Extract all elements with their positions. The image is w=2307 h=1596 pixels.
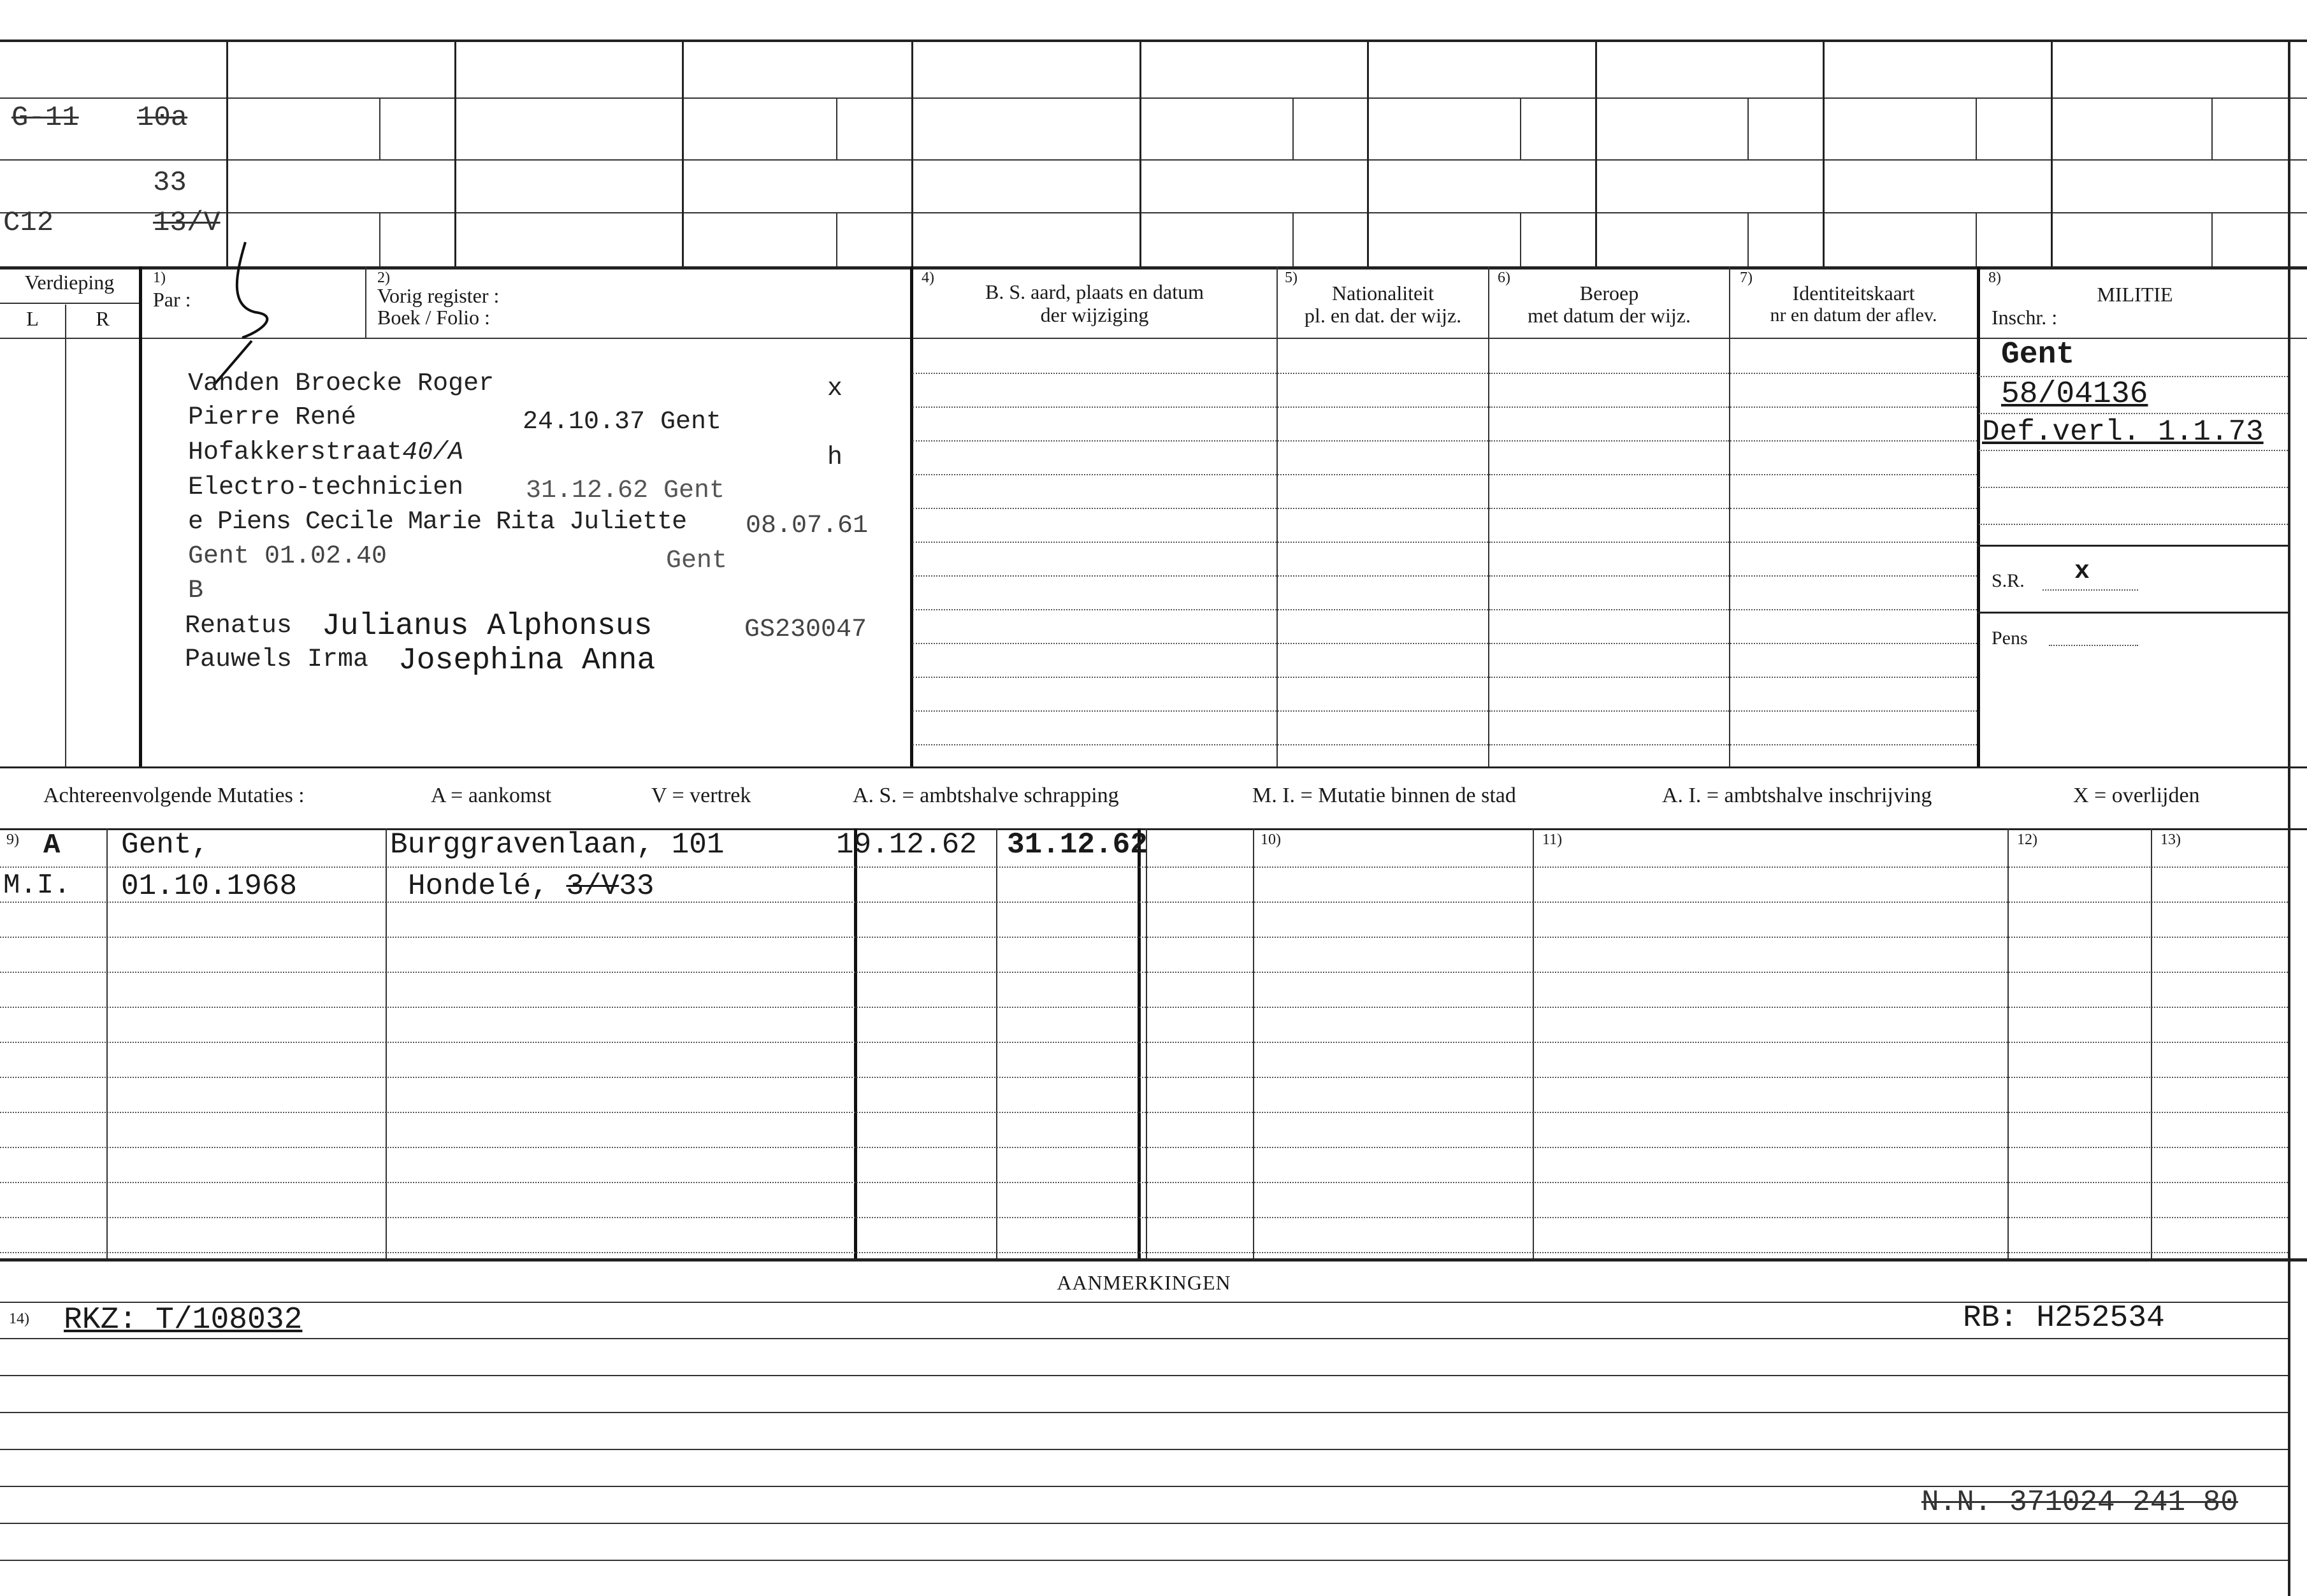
grid-line bbox=[1292, 97, 1294, 159]
legend-item-ai: A. I. = ambtshalve inschrijving bbox=[1662, 784, 1932, 807]
grid-line bbox=[910, 266, 913, 766]
ruled-line bbox=[1489, 643, 1729, 644]
ruled-line bbox=[1489, 373, 1729, 374]
grid-line bbox=[226, 40, 228, 266]
ruled-line bbox=[1278, 406, 1488, 408]
ruled-line bbox=[1489, 440, 1729, 442]
person-spouse-birth: Gent 01.02.40 bbox=[188, 542, 387, 571]
ruled-line bbox=[0, 1182, 2288, 1183]
grid-line bbox=[2007, 828, 2009, 1258]
ruled-line bbox=[1979, 487, 2288, 488]
header-top-border bbox=[0, 266, 2307, 270]
col4-header-line2: der wijziging bbox=[1040, 303, 1149, 326]
grid-line bbox=[365, 266, 366, 338]
sr-dotted-line bbox=[2043, 589, 2138, 591]
person-name-mark: x bbox=[827, 375, 843, 403]
grid-line bbox=[1253, 828, 1254, 1258]
grid-code-33: 33 bbox=[153, 167, 187, 199]
grid-line bbox=[379, 212, 380, 266]
col1-number: 1) bbox=[153, 270, 166, 286]
ruled-line bbox=[1278, 373, 1488, 374]
top-border bbox=[0, 40, 2307, 42]
col5-header-line1: Nationaliteit bbox=[1332, 282, 1434, 305]
grid-line bbox=[2211, 212, 2213, 266]
ruled-line bbox=[913, 677, 1276, 678]
mutations-header-border bbox=[0, 828, 2307, 830]
ruled-line bbox=[0, 1252, 2288, 1253]
remarks-rkz: RKZ: T/108032 bbox=[64, 1303, 303, 1337]
ruled-line bbox=[1730, 406, 1977, 408]
grid-line bbox=[2211, 97, 2213, 159]
col4-header-line1: B. S. aard, plaats en datum bbox=[985, 280, 1204, 303]
verdieping-header: Verdieping bbox=[24, 271, 115, 294]
grid-line bbox=[0, 159, 2307, 161]
ruled-line bbox=[1730, 609, 1977, 610]
ruled-line bbox=[0, 1338, 2288, 1339]
ruled-line bbox=[1979, 450, 2288, 451]
grid-line bbox=[1976, 97, 1977, 159]
grid-line bbox=[836, 212, 837, 266]
remarks-title: AANMERKINGEN bbox=[1057, 1271, 1231, 1294]
grid-line bbox=[1139, 40, 1141, 266]
ruled-line bbox=[0, 1147, 2288, 1148]
person-b-mark: B bbox=[188, 577, 204, 605]
ruled-line bbox=[1730, 643, 1977, 644]
ruled-line bbox=[1278, 575, 1488, 577]
person-father: Renatus bbox=[185, 612, 293, 640]
legend-item-x: X = overlijden bbox=[2073, 784, 2200, 807]
grid-line bbox=[1276, 266, 1278, 766]
grid-line bbox=[1488, 266, 1489, 766]
mut-row1-type: A bbox=[43, 830, 61, 861]
mut-row2-type: M.I. bbox=[3, 870, 71, 902]
grid-line bbox=[836, 97, 837, 159]
grid-line bbox=[1138, 828, 1141, 1258]
ruled-line bbox=[1278, 744, 1488, 745]
mut-row1-date2: 31.12.62 bbox=[1007, 828, 1148, 861]
mut-col10-number: 10) bbox=[1261, 831, 1281, 848]
mut-row2-address: Hondelé, 3/V33 bbox=[408, 870, 654, 903]
sr-value: x bbox=[2074, 557, 2090, 586]
pens-dotted-line bbox=[2049, 645, 2138, 646]
col4-number: 4) bbox=[922, 270, 934, 286]
ruled-line bbox=[0, 1375, 2288, 1376]
grid-line bbox=[1747, 212, 1749, 266]
grid-line bbox=[1977, 266, 1980, 766]
remarks-rb: RB: H252534 bbox=[1963, 1301, 2165, 1335]
ruled-line bbox=[1730, 744, 1977, 745]
grid-line bbox=[996, 828, 997, 1258]
remarks-number: 14) bbox=[9, 1311, 29, 1327]
legend-item-a: A = aankomst bbox=[431, 784, 552, 807]
ruled-line bbox=[1489, 508, 1729, 509]
mut-col13-number: 13) bbox=[2160, 831, 2181, 848]
remarks-nn: N.N. 371024 241 80 bbox=[1921, 1486, 2238, 1519]
ruled-line bbox=[1278, 508, 1488, 509]
grid-line bbox=[0, 97, 2307, 99]
grid-line bbox=[386, 828, 387, 1258]
col2-boek-folio: Boek / Folio : bbox=[377, 306, 490, 329]
ruled-line bbox=[0, 1217, 2288, 1218]
ruled-line bbox=[1979, 413, 2288, 414]
ruled-line bbox=[0, 1112, 2288, 1113]
person-spouse: e Piens Cecile Marie Rita Juliette bbox=[188, 508, 687, 536]
ruled-line bbox=[0, 1042, 2288, 1043]
grid-line bbox=[1977, 612, 2288, 614]
mutations-top-border bbox=[0, 766, 2307, 768]
person-street-mark: h bbox=[827, 443, 843, 472]
person-profession: Electro-technicien bbox=[188, 473, 464, 502]
grid-line bbox=[854, 828, 857, 1258]
legend-item-v: V = vertrek bbox=[651, 784, 751, 807]
grid-line bbox=[0, 303, 139, 304]
grid-line bbox=[1146, 828, 1147, 1258]
grid-line bbox=[1533, 828, 1534, 1258]
col2-number: 2) bbox=[377, 270, 390, 286]
ruled-line bbox=[913, 609, 1276, 610]
ruled-line bbox=[913, 575, 1276, 577]
col6-header-line1: Beroep bbox=[1579, 282, 1639, 305]
mut-row1-place: Gent, bbox=[121, 828, 210, 861]
verdieping-r: R bbox=[96, 307, 110, 330]
mut-row2-date: 01.10.1968 bbox=[121, 870, 298, 903]
ruled-line bbox=[1730, 710, 1977, 712]
grid-code-10a: 10a bbox=[137, 102, 188, 134]
grid-line bbox=[1367, 40, 1369, 266]
ruled-line bbox=[1730, 677, 1977, 678]
col7-header-line2: nr en datum der aflev. bbox=[1770, 305, 1937, 326]
ruled-line bbox=[913, 474, 1276, 475]
grid-line bbox=[911, 40, 913, 266]
right-border bbox=[2288, 40, 2290, 1596]
ruled-line bbox=[1278, 609, 1488, 610]
militie-place: Gent bbox=[2001, 338, 2075, 372]
ruled-line bbox=[913, 440, 1276, 442]
person-spouse-place: Gent bbox=[666, 547, 728, 575]
ruled-line bbox=[0, 1077, 2288, 1078]
ruled-line bbox=[1489, 406, 1729, 408]
grid-line bbox=[1292, 212, 1294, 266]
grid-line bbox=[1595, 40, 1597, 266]
ruled-line bbox=[0, 937, 2288, 938]
ruled-line bbox=[1979, 524, 2288, 525]
ruled-line bbox=[913, 406, 1276, 408]
ruled-line bbox=[0, 866, 2288, 868]
ruled-line bbox=[1489, 710, 1729, 712]
ruled-line bbox=[1730, 440, 1977, 442]
col5-number: 5) bbox=[1285, 270, 1298, 286]
person-mother: Pauwels Irma bbox=[185, 645, 369, 674]
ruled-line bbox=[1278, 677, 1488, 678]
grid-line bbox=[1747, 97, 1749, 159]
ruled-line bbox=[0, 1560, 2288, 1561]
grid-line bbox=[1729, 266, 1730, 766]
remarks-top-border bbox=[0, 1258, 2307, 1262]
legend-item-mi: M. I. = Mutatie binnen de stad bbox=[1252, 784, 1516, 807]
grid-line bbox=[1823, 40, 1825, 266]
ruled-line bbox=[913, 542, 1276, 543]
mut-row1-address: Burggravenlaan, 101 bbox=[390, 828, 725, 861]
ruled-line bbox=[1730, 575, 1977, 577]
ruled-line bbox=[1730, 542, 1977, 543]
ruled-line bbox=[1278, 643, 1488, 644]
pens-label: Pens bbox=[1992, 628, 2028, 649]
ruled-line bbox=[0, 1412, 2288, 1413]
ruled-line bbox=[0, 972, 2288, 973]
ruled-line bbox=[1278, 474, 1488, 475]
grid-line bbox=[0, 1302, 2288, 1303]
grid-line bbox=[1976, 212, 1977, 266]
person-spouse-date: 08.07.61 bbox=[746, 512, 869, 540]
ruled-line bbox=[1489, 575, 1729, 577]
col6-header-line2: met datum der wijz. bbox=[1528, 304, 1691, 327]
grid-code-g11: G-11 bbox=[11, 102, 79, 134]
grid-line bbox=[682, 40, 684, 266]
ruled-line bbox=[1489, 744, 1729, 745]
grid-line bbox=[1977, 545, 2288, 547]
militie-title: MILITIE bbox=[2097, 283, 2173, 306]
mut-col9-number: 9) bbox=[6, 831, 19, 848]
ruled-line bbox=[1278, 542, 1488, 543]
col2-vorig-register: Vorig register : bbox=[377, 284, 500, 307]
person-mother-names: Josephina Anna bbox=[398, 643, 656, 678]
ruled-line bbox=[913, 744, 1276, 745]
col7-header-line1: Identiteitskaart bbox=[1792, 282, 1915, 305]
grid-line bbox=[1520, 212, 1521, 266]
col8-number: 8) bbox=[1988, 270, 2001, 286]
ruled-line bbox=[1489, 474, 1729, 475]
person-father-code: GS230047 bbox=[744, 615, 867, 644]
grid-line bbox=[139, 266, 142, 766]
militie-number: 58/04136 bbox=[2001, 377, 2148, 412]
grid-code-13v: 13/V bbox=[153, 207, 221, 239]
header-bottom-border bbox=[0, 338, 2307, 339]
ruled-line bbox=[0, 1523, 2288, 1524]
ruled-line bbox=[913, 508, 1276, 509]
legend-item-as: A. S. = ambtshalve schrapping bbox=[853, 784, 1119, 807]
col1-par-label: Par : bbox=[153, 288, 191, 311]
sr-label: S.R. bbox=[1992, 570, 2025, 591]
ruled-line bbox=[0, 1007, 2288, 1008]
person-street: Hofakkerstraat40/A bbox=[188, 438, 464, 467]
person-name: Vanden Broecke Roger bbox=[188, 370, 495, 398]
mut-row1-date1: 19.12.62 bbox=[836, 828, 977, 861]
ruled-line bbox=[913, 643, 1276, 644]
ruled-line bbox=[1489, 542, 1729, 543]
grid-line bbox=[0, 212, 2307, 213]
person-profession-date: 31.12.62 Gent bbox=[526, 477, 725, 505]
verdieping-l: L bbox=[26, 307, 39, 330]
grid-line bbox=[65, 305, 66, 766]
grid-line bbox=[1520, 97, 1521, 159]
ruled-line bbox=[0, 1449, 2288, 1450]
person-birth: 24.10.37 Gent bbox=[523, 408, 722, 436]
mut-col12-number: 12) bbox=[2017, 831, 2037, 848]
ruled-line bbox=[1278, 440, 1488, 442]
ruled-line bbox=[1730, 373, 1977, 374]
ruled-line bbox=[913, 710, 1276, 712]
ruled-line bbox=[1730, 474, 1977, 475]
militie-inschr-label: Inschr. : bbox=[1992, 306, 2058, 329]
ruled-line bbox=[0, 902, 2288, 903]
grid-line bbox=[2151, 828, 2152, 1258]
legend-label: Achtereenvolgende Mutaties : bbox=[43, 784, 305, 807]
ruled-line bbox=[1278, 710, 1488, 712]
col6-number: 6) bbox=[1498, 270, 1510, 286]
person-father-names: Julianus Alphonsus bbox=[322, 609, 653, 643]
col7-number: 7) bbox=[1740, 270, 1753, 286]
ruled-line bbox=[1730, 508, 1977, 509]
grid-line bbox=[106, 828, 108, 1258]
grid-line bbox=[2051, 40, 2053, 266]
grid-code-c12: C12 bbox=[3, 207, 54, 239]
person-first-names: Pierre René bbox=[188, 403, 357, 432]
ruled-line bbox=[1489, 677, 1729, 678]
mut-col11-number: 11) bbox=[1542, 831, 1563, 848]
grid-line bbox=[379, 97, 380, 159]
col5-header-line2: pl. en dat. der wijz. bbox=[1304, 304, 1462, 327]
militie-def: Def.verl. 1.1.73 bbox=[1982, 415, 2264, 449]
ruled-line bbox=[1489, 609, 1729, 610]
ruled-line bbox=[913, 373, 1276, 374]
grid-line bbox=[454, 40, 456, 266]
